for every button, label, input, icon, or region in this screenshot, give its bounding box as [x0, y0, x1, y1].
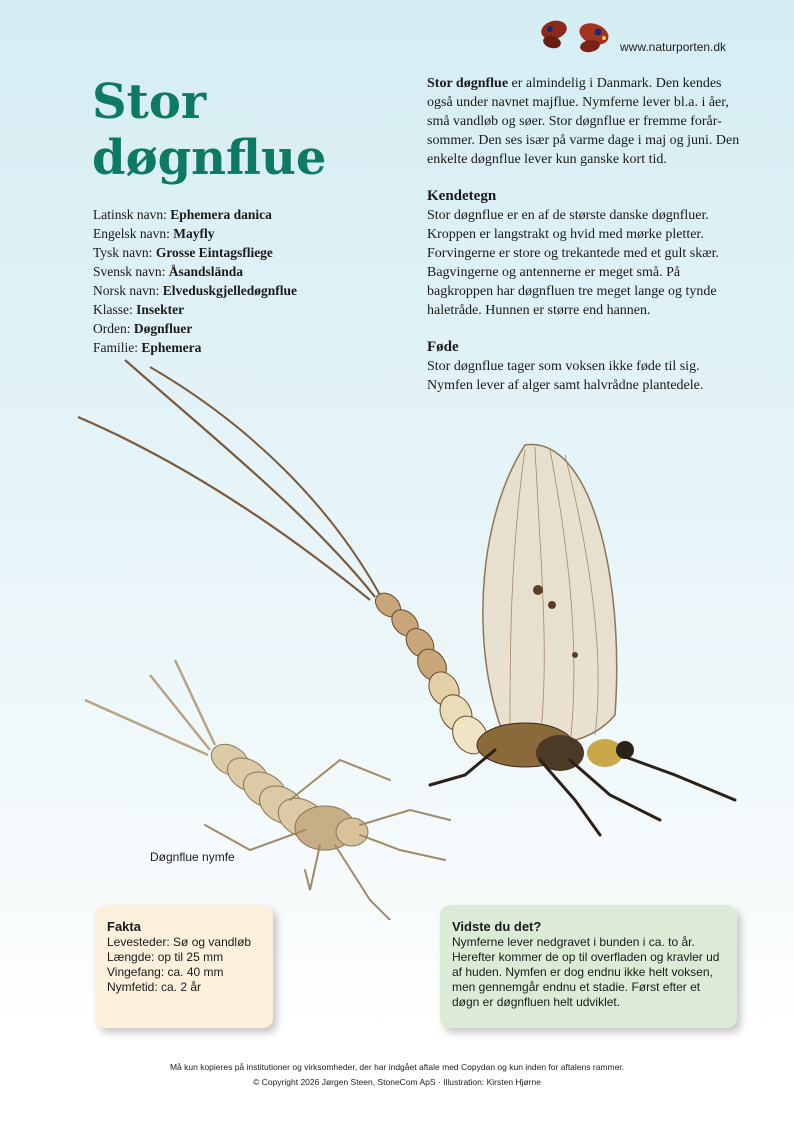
fakta-line-nymph-time: Nymfetid: ca. 2 år: [107, 980, 202, 994]
did-you-know-text: Nymferne lever nedgravet i bunden i ca. to år. Herefter kommer de op til overfladen og kravler ud af huden. Nymfen er dog endnu ikke helt voksen, men gennemgår endnu et stadie. Først efter et døgn er døgnfluen helt udviklet.: [452, 935, 720, 1009]
butterfly-logo-icon: [538, 16, 618, 56]
footer-copyright: © Copyright 2026 Jørgen Steen, StoneCom ApS · Illustration: Kirsten Hjørne: [253, 1077, 541, 1087]
name-row-latin: Latinsk navn: Ephemera danica: [93, 207, 272, 222]
name-row-english: Engelsk navn: Mayfly: [93, 226, 215, 241]
nymph-illustration: [80, 650, 460, 920]
kendetegn-paragraph: Stor døgnflue er en af de største danske døgnfluer. Kroppen er langstrakt og hvid med mørke pletter. Forvingerne er store og trekantede med et gult skær. Bagvingerne og antennerne er meget små. På bagkroppen har døgnfluen tre meget lange og tynde haletråde. Hunnen er større end hannen.: [427, 208, 719, 318]
name-row-german: Tysk navn: Grosse Eintagsfliege: [93, 245, 273, 260]
did-you-know-title: Vidste du det?: [452, 919, 542, 934]
site-url-link[interactable]: www.naturporten.dk: [620, 40, 727, 54]
name-row-order: Orden: Døgnfluer: [93, 321, 193, 336]
footer-license: Må kun kopieres på institutioner og virksomheder, der har indgået aftale med Copydan og kun inden for aftalens rammer.: [169, 1062, 625, 1072]
foede-heading: Føde: [427, 339, 459, 355]
fakta-box: [95, 905, 273, 1028]
did-you-know-box: [440, 905, 737, 1028]
names-list: [93, 205, 413, 357]
kendetegn-heading: Kendetegn: [427, 188, 497, 204]
fakta-line-habitat: Levesteder: Sø og vandløb: [107, 935, 252, 949]
page-title: [92, 74, 392, 186]
footer: [0, 1060, 794, 1090]
foede-paragraph: Stor døgnflue tager som voksen ikke føde til sig. Nymfen lever af alger samt halvrådne plantedele.: [427, 359, 704, 393]
intro-paragraph: Stor døgnflue er almindelig i Danmark. Den kendes også under navnet majflue. Nymferne lever bl.a. i åer, små vandløb og søer. Stor døgnflue er fremme forår-sommer. Den ses især på varme dage i maj og juni. Den enkelte døgnflue lever kun ganske kort tid.: [427, 76, 740, 167]
name-row-family: Familie: Ephemera: [93, 340, 202, 355]
nymph-caption: Døgnflue nymfe: [150, 850, 235, 864]
title-line-2: døgnflue: [92, 130, 327, 186]
title-line-1: Stor: [92, 74, 207, 130]
name-row-class: Klasse: Insekter: [93, 302, 185, 317]
fakta-line-length: Længde: op til 25 mm: [107, 950, 224, 964]
fakta-title: Fakta: [107, 919, 141, 934]
fakta-line-wingspan: Vingefang: ca. 40 mm: [107, 965, 224, 979]
name-row-swedish: Svensk navn: Åsandsländа: [93, 264, 244, 279]
name-row-norwegian: Norsk navn: Elveduskgjelledøgnflue: [93, 283, 298, 298]
